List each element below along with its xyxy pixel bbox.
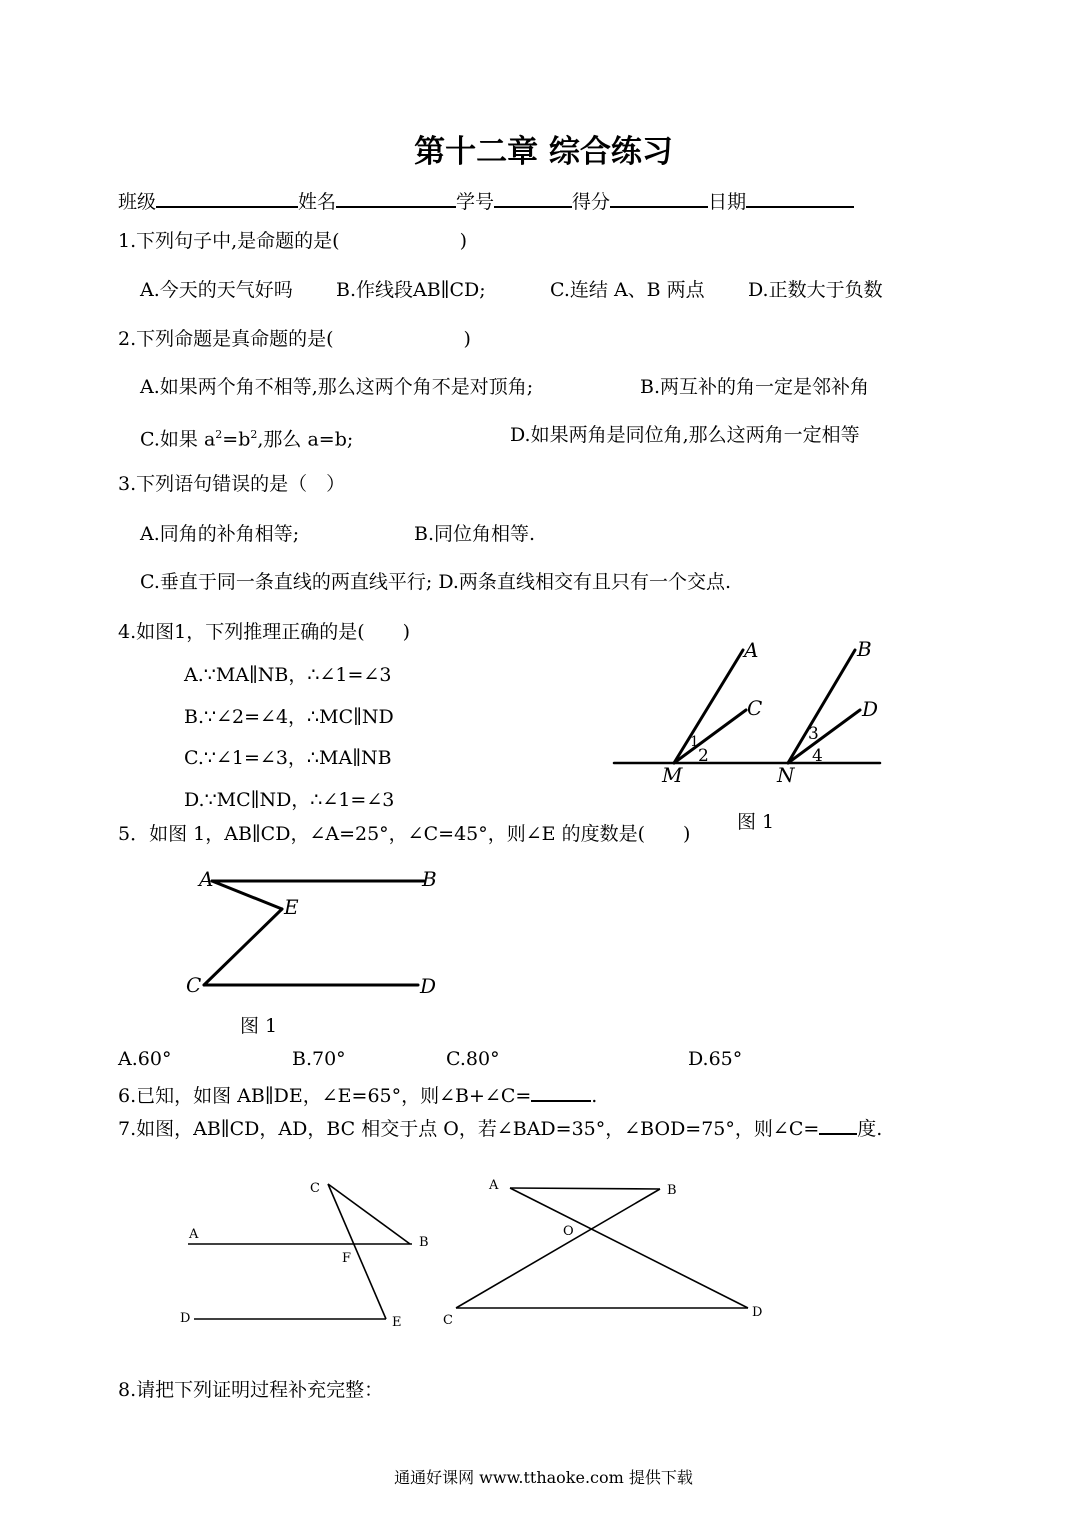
q7-label-C: C xyxy=(443,1313,453,1328)
q5-label-B: B xyxy=(422,867,437,891)
q4-option-d: D.∵MC∥ND，∴∠1=∠3 xyxy=(184,789,395,811)
q4-label-C: C xyxy=(747,696,763,720)
q1-option-a: A.今天的天气好吗 xyxy=(140,279,293,301)
q3-stem: 3.下列语句错误的是（ ） xyxy=(118,473,346,495)
q6-label-A: A xyxy=(189,1227,199,1242)
page-footer: 通通好课网 www.tthaoke.com 提供下载 xyxy=(394,1468,693,1487)
name-label: 姓名 xyxy=(298,191,337,213)
q5-label-E: E xyxy=(284,895,299,919)
class-label: 班级 xyxy=(118,191,157,213)
date-label: 日期 xyxy=(708,191,747,213)
q3-option-a: A.同角的补角相等; xyxy=(140,523,300,545)
q5-option-b: B.70° xyxy=(292,1048,346,1070)
q5-option-a: A.60° xyxy=(118,1048,172,1070)
q2-c-sup1: 2 xyxy=(215,428,223,441)
q2-c-post: ,那么 a=b; xyxy=(257,428,354,451)
q2-c-sup2: 2 xyxy=(250,428,258,441)
q5-figure-caption: 图 1 xyxy=(240,1015,278,1037)
q4-stem: 4.如图1，下列推理正确的是( ) xyxy=(118,621,411,643)
q5-label-C: C xyxy=(186,973,202,997)
q6-label-B: B xyxy=(419,1235,429,1250)
q4-label-D: D xyxy=(862,697,879,721)
q1-option-b: B.作线段AB∥CD; xyxy=(336,279,486,301)
q4-label-B: B xyxy=(857,637,872,661)
q5-label-D: D xyxy=(420,974,437,998)
q7-label-O: O xyxy=(563,1224,574,1239)
q3-option-b: B.同位角相等. xyxy=(414,523,536,545)
q6-label-C: C xyxy=(310,1181,320,1196)
q4-figure-caption: 图 1 xyxy=(737,811,775,833)
q4-label-3: 3 xyxy=(808,724,819,744)
q7-post: 度. xyxy=(857,1118,883,1140)
q4-option-b: B.∵∠2=∠4，∴MC∥ND xyxy=(184,706,394,728)
q2-close: ) xyxy=(463,328,471,350)
q1-stem-text: 1.下列句子中,是命题的是( xyxy=(118,230,340,252)
q2-option-b: B.两互补的角一定是邻补角 xyxy=(640,376,870,398)
q2-c-mid: =b xyxy=(222,428,251,451)
q7-label-B: B xyxy=(667,1183,677,1198)
q4-label-A: A xyxy=(744,638,759,662)
q5-stem: 5．如图 1，AB∥CD，∠A=25°，∠C=45°，则∠E 的度数是( ) xyxy=(118,823,691,845)
q5-label-A: A xyxy=(199,867,214,891)
q8-stem: 8.请把下列证明过程补充完整： xyxy=(118,1379,384,1401)
page-title: 第十二章 综合练习 xyxy=(414,134,673,170)
q4-label-2: 2 xyxy=(698,746,709,766)
q3-option-cd: C.垂直于同一条直线的两直线平行; D.两条直线相交有且只有一个交点. xyxy=(140,571,731,593)
q7-label-D: D xyxy=(752,1305,763,1320)
q6-text: 6.已知，如图 AB∥DE，∠E=65°，则∠B+∠C= xyxy=(118,1085,532,1107)
q6-label-E: E xyxy=(392,1315,402,1330)
q7-label-A: A xyxy=(489,1178,499,1193)
q2-option-a: A.如果两个角不相等,那么这两个角不是对顶角; xyxy=(140,376,534,398)
q6-post: . xyxy=(591,1085,598,1107)
q7-text: 7.如图，AB∥CD，AD，BC 相交于点 O，若∠BAD=35°，∠BOD=75°，则∠C= xyxy=(118,1118,820,1140)
q4-label-4: 4 xyxy=(812,746,823,766)
q2-stem-text: 2.下列命题是真命题的是( xyxy=(118,328,334,350)
q5-option-d: D.65° xyxy=(688,1048,743,1070)
q5-option-c: C.80° xyxy=(446,1048,500,1070)
q4-option-c: C.∵∠1=∠3，∴MA∥NB xyxy=(184,747,392,769)
q2-option-d: D.如果两角是同位角,那么这两角一定相等 xyxy=(510,424,860,446)
q1-close: ) xyxy=(459,230,468,252)
q4-label-M: M xyxy=(662,763,683,787)
q7-line-AB xyxy=(510,1188,660,1189)
q4-label-1: 1 xyxy=(690,734,699,750)
q7-line-AD xyxy=(510,1188,748,1308)
q4-option-a: A.∵MA∥NB，∴∠1=∠3 xyxy=(184,664,392,686)
score-label: 得分 xyxy=(572,191,611,213)
q1-option-c: C.连结 A、B 两点 xyxy=(550,279,705,301)
q2-c-pre: C.如果 a xyxy=(140,428,216,451)
q1-option-d: D.正数大于负数 xyxy=(748,279,883,301)
q6-label-F: F xyxy=(342,1251,352,1266)
id-label: 学号 xyxy=(456,191,495,213)
q6-label-D: D xyxy=(180,1311,191,1326)
q4-label-N: N xyxy=(777,763,795,787)
